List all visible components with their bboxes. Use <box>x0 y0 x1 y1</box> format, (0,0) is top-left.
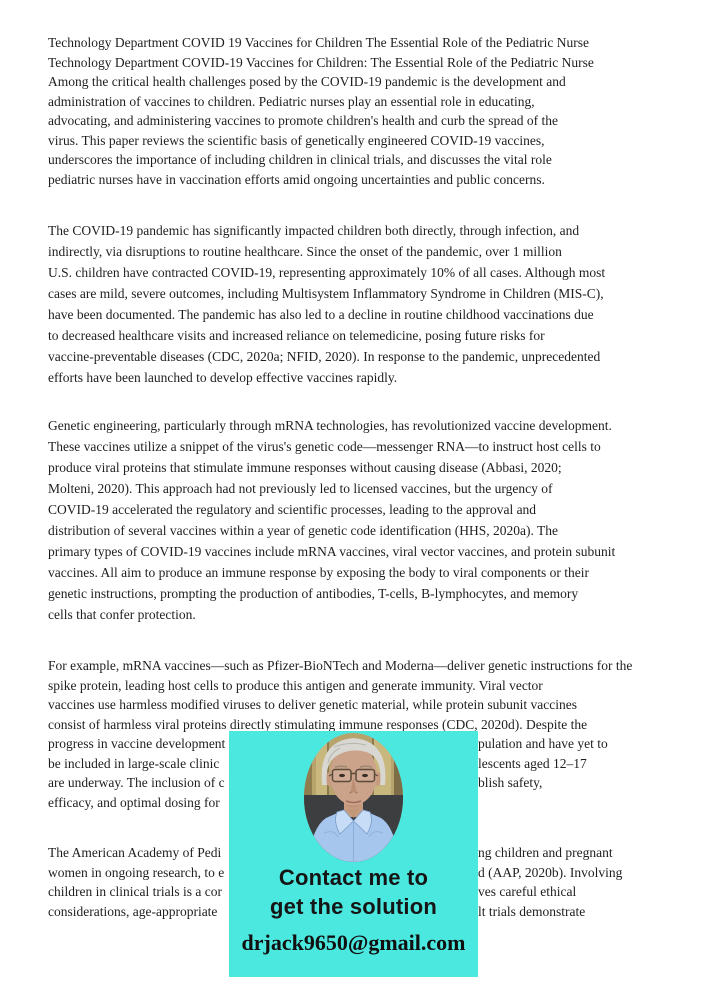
text-line: have been documented. The pandemic has also led to a decline in routine childhood vaccinations due <box>48 307 594 322</box>
text-line: These vaccines utilize a snippet of the virus's genetic code—messenger RNA—to instruct host cells to <box>48 439 601 454</box>
contact-email: drjack9650@gmail.com <box>241 930 466 955</box>
text-line: pediatric nurses have in vaccination efforts amid ongoing uncertainties and public concerns. <box>48 171 545 187</box>
text-line: consist of harmless viral proteins directly stimulating immune responses (CDC, 2020d). Despite the <box>48 716 588 732</box>
paragraph-title-abstract <box>48 33 676 189</box>
text-line: vaccines use harmless modified viruses to deliver genetic material, while protein subunit vaccines <box>48 697 577 712</box>
text-fragment-right: lt trials demonstrate <box>478 903 586 919</box>
text-line: cases are mild, severe outcomes, including Multisystem Inflammatory Syndrome in Children (MIS-C), <box>48 286 604 301</box>
text-line: Genetic engineering, particularly through mRNA technologies, has revolutionized vaccine development. <box>48 418 612 433</box>
text-fragment-right: d (AAP, 2020b). Involving <box>478 864 623 880</box>
paragraph-genetic-engineering <box>48 415 676 625</box>
text-line: indirectly, via disruptions to routine healthcare. Since the onset of the pandemic, over 1 million <box>48 244 562 259</box>
text-line: administration of vaccines to children. Pediatric nurses play an essential role in educating, <box>48 93 535 109</box>
text-line: U.S. children have contracted COVID-19, representing approximately 10% of all cases. Although most <box>48 265 606 280</box>
text-fragment-right: lescents aged 12–17 <box>478 755 587 771</box>
text-fragment-right: pulation and have yet to <box>478 736 608 751</box>
text-fragment-right: blish safety, <box>478 775 543 790</box>
overlay-headline <box>229 863 478 921</box>
text-line: cells that confer protection. <box>48 607 196 622</box>
contact-overlay-ad <box>229 731 478 977</box>
text-line: The COVID-19 pandemic has significantly impacted children both directly, through infection, and <box>48 223 580 238</box>
text-fragment-left: progress in vaccine development <box>48 736 226 751</box>
text-line: to decreased healthcare visits and increased reliance on telemedicine, posing future risks for <box>48 328 545 343</box>
text-fragment-left: be included in large-scale clinic <box>48 755 220 771</box>
text-fragment-left: efficacy, and optimal dosing for <box>48 794 220 810</box>
text-line: distribution of several vaccines within a year of genetic code identification (HHS, 2020a). The <box>48 523 558 538</box>
text-fragment-left: are underway. The inclusion of c <box>48 775 225 790</box>
text-line: spike protein, leading host cells to produce this antigen and generate immunity. Viral vector <box>48 677 543 693</box>
text-line: Molteni, 2020). This approach had not previously led to licensed vaccines, but the urgency of <box>48 481 553 496</box>
text-line: vaccine-preventable diseases (CDC, 2020a; NFID, 2020). In response to the pandemic, unprecedented <box>48 349 601 364</box>
text-line: advocating, and administering vaccines to promote children's health and curb the spread of the <box>48 113 559 128</box>
text-line: Among the critical health challenges posed by the COVID-19 pandemic is the development and <box>48 74 566 89</box>
text-line: primary types of COVID-19 vaccines include mRNA vaccines, viral vector vaccines, and protein subunit <box>48 544 616 559</box>
text-line: For example, mRNA vaccines—such as Pfizer-BioNTech and Moderna—deliver genetic instructions for the <box>48 658 633 673</box>
text-line: underscores the importance of including children in clinical trials, and discusses the vital role <box>48 152 552 167</box>
text-line: produce viral proteins that stimulate immune responses without causing disease (Abbasi, 2020; <box>48 460 562 475</box>
text-fragment-left: considerations, age-appropriate <box>48 903 218 919</box>
text-fragment-left: children in clinical trials is a cor <box>48 884 222 899</box>
text-fragment-right: ves careful ethical <box>478 884 577 899</box>
text-fragment-right: ng children and pregnant <box>478 845 613 860</box>
text-line: vaccines. All aim to produce an immune response by exposing the body to viral components or their <box>48 565 590 580</box>
text-fragment-left: The American Academy of Pedi <box>48 845 222 860</box>
paragraph-pandemic-impact <box>48 220 676 388</box>
text-line: virus. This paper reviews the scientific basis of genetically engineered COVID-19 vaccines, <box>48 132 545 148</box>
text-line: efforts have been launched to develop effective vaccines rapidly. <box>48 370 398 385</box>
text-line: COVID-19 accelerated the regulatory and scientific processes, leading to the approval and <box>48 502 537 517</box>
text-line: Technology Department COVID-19 Vaccines for Children: The Essential Role of the Pediatric Nurse <box>48 54 594 70</box>
consultant-photo <box>304 733 403 862</box>
text-fragment-left: women in ongoing research, to e <box>48 864 225 880</box>
text-line: genetic instructions, prompting the production of antibodies, T-cells, B-lymphocytes, and memory <box>48 586 579 601</box>
overlay-headline-line2: get the solution <box>270 894 437 919</box>
text-line: Technology Department COVID 19 Vaccines for Children The Essential Role of the Pediatric Nurse <box>48 35 590 50</box>
overlay-headline-line1: Contact me to <box>278 865 429 890</box>
